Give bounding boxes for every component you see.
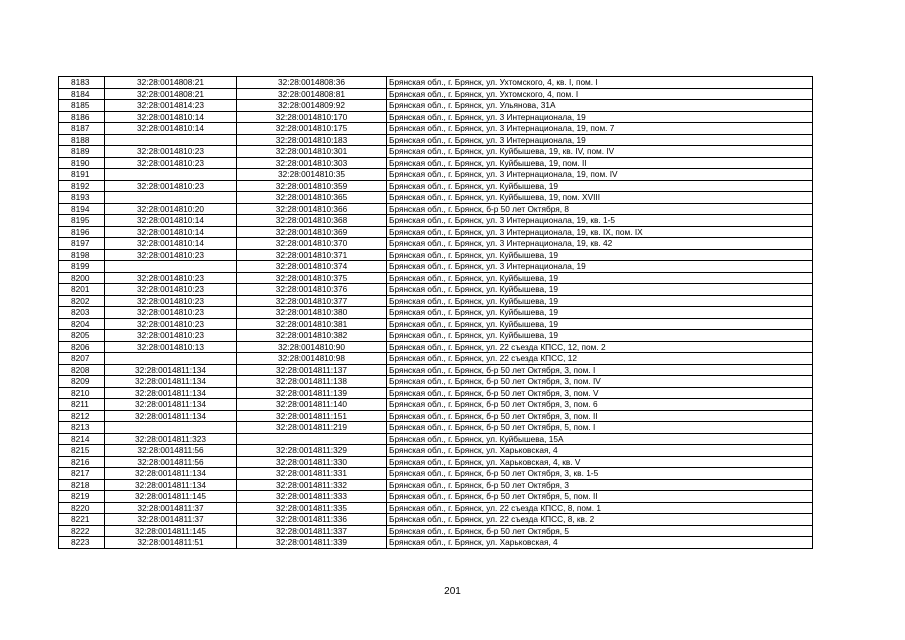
address-cell: Брянская обл., г. Брянск, ул. Ухтомского, 4, пом. I	[387, 88, 813, 100]
object-cadastral-number-cell: 32:28:0014810:380	[237, 307, 387, 319]
parcel-cadastral-number-cell: 32:28:0014810:23	[105, 318, 237, 330]
table-row	[59, 468, 813, 480]
row-number-cell: 8206	[59, 341, 105, 353]
object-cadastral-number-cell: 32:28:0014810:371	[237, 249, 387, 261]
table-row	[59, 215, 813, 227]
parcel-cadastral-number-cell: 32:28:0014808:21	[105, 77, 237, 89]
table-row	[59, 456, 813, 468]
object-cadastral-number-cell: 32:28:0014810:377	[237, 295, 387, 307]
parcel-cadastral-number-cell: 32:28:0014811:134	[105, 410, 237, 422]
table-row	[59, 445, 813, 457]
table-row	[59, 146, 813, 158]
parcel-cadastral-number-cell: 32:28:0014810:23	[105, 295, 237, 307]
row-number-cell: 8207	[59, 353, 105, 365]
table-row	[59, 318, 813, 330]
table-row	[59, 307, 813, 319]
row-number-cell: 8209	[59, 376, 105, 388]
address-cell: Брянская обл., г. Брянск, б-р 50 лет Октября, 3, пом. I	[387, 364, 813, 376]
address-cell: Брянская обл., г. Брянск, ул. Куйбышева, 19	[387, 272, 813, 284]
address-cell: Брянская обл., г. Брянск, б-р 50 лет Октября, 3	[387, 479, 813, 491]
object-cadastral-number-cell: 32:28:0014811:331	[237, 468, 387, 480]
address-cell: Брянская обл., г. Брянск, ул. Куйбышева, 19	[387, 318, 813, 330]
object-cadastral-number-cell: 32:28:0014810:301	[237, 146, 387, 158]
object-cadastral-number-cell: 32:28:0014811:330	[237, 456, 387, 468]
address-cell: Брянская обл., г. Брянск, ул. 3 Интернационала, 19	[387, 261, 813, 273]
table-row	[59, 192, 813, 204]
parcel-cadastral-number-cell: 32:28:0014810:23	[105, 180, 237, 192]
address-cell: Брянская обл., г. Брянск, ул. Харьковская, 4	[387, 537, 813, 549]
table-body	[59, 77, 813, 549]
address-cell: Брянская обл., г. Брянск, ул. Харьковская, 4, кв. V	[387, 456, 813, 468]
row-number-cell: 8196	[59, 226, 105, 238]
table-row	[59, 272, 813, 284]
object-cadastral-number-cell: 32:28:0014810:382	[237, 330, 387, 342]
row-number-cell: 8185	[59, 100, 105, 112]
row-number-cell: 8190	[59, 157, 105, 169]
table-row	[59, 330, 813, 342]
object-cadastral-number-cell: 32:28:0014810:370	[237, 238, 387, 250]
row-number-cell: 8187	[59, 123, 105, 135]
parcel-cadastral-number-cell: 32:28:0014810:14	[105, 238, 237, 250]
address-cell: Брянская обл., г. Брянск, ул. 22 съезда КПСС, 12, пом. 2	[387, 341, 813, 353]
object-cadastral-number-cell	[237, 433, 387, 445]
object-cadastral-number-cell: 32:28:0014810:175	[237, 123, 387, 135]
parcel-cadastral-number-cell: 32:28:0014811:56	[105, 456, 237, 468]
address-cell: Брянская обл., г. Брянск, б-р 50 лет Октября, 3, пом. IV	[387, 376, 813, 388]
table-row	[59, 261, 813, 273]
object-cadastral-number-cell: 32:28:0014810:375	[237, 272, 387, 284]
object-cadastral-number-cell: 32:28:0014811:332	[237, 479, 387, 491]
row-number-cell: 8199	[59, 261, 105, 273]
address-cell: Брянская обл., г. Брянск, ул. 3 Интернационала, 19, кв. IX, пом. IX	[387, 226, 813, 238]
object-cadastral-number-cell: 32:28:0014810:369	[237, 226, 387, 238]
parcel-cadastral-number-cell	[105, 134, 237, 146]
object-cadastral-number-cell: 32:28:0014809:92	[237, 100, 387, 112]
object-cadastral-number-cell: 32:28:0014810:183	[237, 134, 387, 146]
parcel-cadastral-number-cell: 32:28:0014810:23	[105, 307, 237, 319]
row-number-cell: 8215	[59, 445, 105, 457]
parcel-cadastral-number-cell	[105, 353, 237, 365]
parcel-cadastral-number-cell: 32:28:0014810:23	[105, 284, 237, 296]
address-cell: Брянская обл., г. Брянск, ул. 3 Интернационала, 19, кв. 1-5	[387, 215, 813, 227]
address-cell: Брянская обл., г. Брянск, ул. Куйбышева, 19	[387, 249, 813, 261]
address-cell: Брянская обл., г. Брянск, б-р 50 лет Октября, 5, пом. I	[387, 422, 813, 434]
object-cadastral-number-cell: 32:28:0014811:336	[237, 514, 387, 526]
parcel-cadastral-number-cell	[105, 192, 237, 204]
address-cell: Брянская обл., г. Брянск, б-р 50 лет Октября, 5, пом. II	[387, 491, 813, 503]
row-number-cell: 8184	[59, 88, 105, 100]
address-cell: Брянская обл., г. Брянск, ул. 3 Интернационала, 19	[387, 111, 813, 123]
object-cadastral-number-cell: 32:28:0014810:359	[237, 180, 387, 192]
object-cadastral-number-cell: 32:28:0014810:170	[237, 111, 387, 123]
address-cell: Брянская обл., г. Брянск, ул. Ульянова, 31А	[387, 100, 813, 112]
parcel-cadastral-number-cell: 32:28:0014810:23	[105, 330, 237, 342]
parcel-cadastral-number-cell: 32:28:0014810:20	[105, 203, 237, 215]
row-number-cell: 8183	[59, 77, 105, 89]
address-cell: Брянская обл., г. Брянск, ул. Куйбышева, 19, пом. XVIII	[387, 192, 813, 204]
address-cell: Брянская обл., г. Брянск, ул. Ухтомского, 4, кв. I, пом. I	[387, 77, 813, 89]
object-cadastral-number-cell: 32:28:0014811:151	[237, 410, 387, 422]
parcel-cadastral-number-cell: 32:28:0014810:14	[105, 111, 237, 123]
address-cell: Брянская обл., г. Брянск, ул. Куйбышева, 19	[387, 295, 813, 307]
address-cell: Брянская обл., г. Брянск, ул. 22 съезда КПСС, 8, кв. 2	[387, 514, 813, 526]
parcel-cadastral-number-cell: 32:28:0014811:134	[105, 479, 237, 491]
row-number-cell: 8186	[59, 111, 105, 123]
registry-table	[58, 76, 813, 549]
parcel-cadastral-number-cell	[105, 261, 237, 273]
address-cell: Брянская обл., г. Брянск, ул. Куйбышева, 19	[387, 307, 813, 319]
address-cell: Брянская обл., г. Брянск, б-р 50 лет Октября, 3, пом. V	[387, 387, 813, 399]
parcel-cadastral-number-cell: 32:28:0014811:134	[105, 399, 237, 411]
row-number-cell: 8201	[59, 284, 105, 296]
parcel-cadastral-number-cell: 32:28:0014811:323	[105, 433, 237, 445]
parcel-cadastral-number-cell	[105, 422, 237, 434]
table-row	[59, 399, 813, 411]
table-row	[59, 514, 813, 526]
row-number-cell: 8211	[59, 399, 105, 411]
object-cadastral-number-cell: 32:28:0014810:374	[237, 261, 387, 273]
row-number-cell: 8189	[59, 146, 105, 158]
address-cell: Брянская обл., г. Брянск, ул. 3 Интернационала, 19, пом. 7	[387, 123, 813, 135]
table-row	[59, 284, 813, 296]
table-row	[59, 502, 813, 514]
object-cadastral-number-cell: 32:28:0014808:36	[237, 77, 387, 89]
object-cadastral-number-cell: 32:28:0014808:81	[237, 88, 387, 100]
row-number-cell: 8192	[59, 180, 105, 192]
object-cadastral-number-cell: 32:28:0014811:139	[237, 387, 387, 399]
row-number-cell: 8198	[59, 249, 105, 261]
row-number-cell: 8213	[59, 422, 105, 434]
parcel-cadastral-number-cell	[105, 169, 237, 181]
row-number-cell: 8217	[59, 468, 105, 480]
table-row	[59, 123, 813, 135]
object-cadastral-number-cell: 32:28:0014810:365	[237, 192, 387, 204]
row-number-cell: 8210	[59, 387, 105, 399]
object-cadastral-number-cell: 32:28:0014811:337	[237, 525, 387, 537]
table-row	[59, 353, 813, 365]
table-row	[59, 238, 813, 250]
table-row	[59, 169, 813, 181]
row-number-cell: 8194	[59, 203, 105, 215]
table-row	[59, 134, 813, 146]
row-number-cell: 8214	[59, 433, 105, 445]
address-cell: Брянская обл., г. Брянск, б-р 50 лет Октября, 5	[387, 525, 813, 537]
object-cadastral-number-cell: 32:28:0014811:140	[237, 399, 387, 411]
object-cadastral-number-cell: 32:28:0014811:138	[237, 376, 387, 388]
object-cadastral-number-cell: 32:28:0014811:137	[237, 364, 387, 376]
table-row	[59, 100, 813, 112]
object-cadastral-number-cell: 32:28:0014810:381	[237, 318, 387, 330]
row-number-cell: 8221	[59, 514, 105, 526]
page-number: 201	[444, 586, 461, 597]
row-number-cell: 8212	[59, 410, 105, 422]
parcel-cadastral-number-cell: 32:28:0014810:23	[105, 157, 237, 169]
table-row	[59, 364, 813, 376]
table-row	[59, 387, 813, 399]
table-row	[59, 226, 813, 238]
address-cell: Брянская обл., г. Брянск, ул. Куйбышева, 19	[387, 180, 813, 192]
parcel-cadastral-number-cell: 32:28:0014811:145	[105, 525, 237, 537]
table-row	[59, 157, 813, 169]
object-cadastral-number-cell: 32:28:0014811:333	[237, 491, 387, 503]
row-number-cell: 8223	[59, 537, 105, 549]
row-number-cell: 8222	[59, 525, 105, 537]
row-number-cell: 8193	[59, 192, 105, 204]
row-number-cell: 8218	[59, 479, 105, 491]
address-cell: Брянская обл., г. Брянск, б-р 50 лет Октября, 3, пом. II	[387, 410, 813, 422]
table-row	[59, 410, 813, 422]
address-cell: Брянская обл., г. Брянск, ул. 22 съезда КПСС, 8, пом. 1	[387, 502, 813, 514]
table-row	[59, 295, 813, 307]
parcel-cadastral-number-cell: 32:28:0014811:145	[105, 491, 237, 503]
row-number-cell: 8200	[59, 272, 105, 284]
parcel-cadastral-number-cell: 32:28:0014811:134	[105, 376, 237, 388]
object-cadastral-number-cell: 32:28:0014810:98	[237, 353, 387, 365]
table-row	[59, 491, 813, 503]
object-cadastral-number-cell: 32:28:0014811:339	[237, 537, 387, 549]
address-cell: Брянская обл., г. Брянск, б-р 50 лет Октября, 8	[387, 203, 813, 215]
object-cadastral-number-cell: 32:28:0014810:376	[237, 284, 387, 296]
parcel-cadastral-number-cell: 32:28:0014811:37	[105, 502, 237, 514]
table-row	[59, 180, 813, 192]
row-number-cell: 8204	[59, 318, 105, 330]
address-cell: Брянская обл., г. Брянск, ул. 3 Интернационала, 19, кв. 42	[387, 238, 813, 250]
row-number-cell: 8188	[59, 134, 105, 146]
address-cell: Брянская обл., г. Брянск, ул. Куйбышева, 19	[387, 284, 813, 296]
row-number-cell: 8197	[59, 238, 105, 250]
parcel-cadastral-number-cell: 32:28:0014810:23	[105, 146, 237, 158]
parcel-cadastral-number-cell: 32:28:0014811:37	[105, 514, 237, 526]
object-cadastral-number-cell: 32:28:0014811:329	[237, 445, 387, 457]
row-number-cell: 8202	[59, 295, 105, 307]
address-cell: Брянская обл., г. Брянск, б-р 50 лет Октября, 3, кв. 1-5	[387, 468, 813, 480]
table-row	[59, 77, 813, 89]
parcel-cadastral-number-cell: 32:28:0014810:14	[105, 215, 237, 227]
parcel-cadastral-number-cell: 32:28:0014810:13	[105, 341, 237, 353]
table-row	[59, 341, 813, 353]
parcel-cadastral-number-cell: 32:28:0014810:23	[105, 272, 237, 284]
address-cell: Брянская обл., г. Брянск, ул. 22 съезда КПСС, 12	[387, 353, 813, 365]
address-cell: Брянская обл., г. Брянск, ул. 3 Интернационала, 19	[387, 134, 813, 146]
object-cadastral-number-cell: 32:28:0014810:35	[237, 169, 387, 181]
address-cell: Брянская обл., г. Брянск, ул. Куйбышева, 19, пом. II	[387, 157, 813, 169]
parcel-cadastral-number-cell: 32:28:0014811:51	[105, 537, 237, 549]
table-row	[59, 433, 813, 445]
object-cadastral-number-cell: 32:28:0014810:366	[237, 203, 387, 215]
address-cell: Брянская обл., г. Брянск, ул. Куйбышева, 15А	[387, 433, 813, 445]
object-cadastral-number-cell: 32:28:0014811:335	[237, 502, 387, 514]
object-cadastral-number-cell: 32:28:0014811:219	[237, 422, 387, 434]
object-cadastral-number-cell: 32:28:0014810:303	[237, 157, 387, 169]
parcel-cadastral-number-cell: 32:28:0014811:134	[105, 387, 237, 399]
table-row	[59, 376, 813, 388]
parcel-cadastral-number-cell: 32:28:0014811:56	[105, 445, 237, 457]
parcel-cadastral-number-cell: 32:28:0014810:23	[105, 249, 237, 261]
row-number-cell: 8219	[59, 491, 105, 503]
row-number-cell: 8191	[59, 169, 105, 181]
address-cell: Брянская обл., г. Брянск, ул. Харьковская, 4	[387, 445, 813, 457]
table-row	[59, 537, 813, 549]
table-row	[59, 88, 813, 100]
parcel-cadastral-number-cell: 32:28:0014811:134	[105, 364, 237, 376]
address-cell: Брянская обл., г. Брянск, ул. Куйбышева, 19	[387, 330, 813, 342]
row-number-cell: 8216	[59, 456, 105, 468]
table-row	[59, 111, 813, 123]
table-row	[59, 422, 813, 434]
parcel-cadastral-number-cell: 32:28:0014810:14	[105, 123, 237, 135]
object-cadastral-number-cell: 32:28:0014810:368	[237, 215, 387, 227]
object-cadastral-number-cell: 32:28:0014810:90	[237, 341, 387, 353]
address-cell: Брянская обл., г. Брянск, ул. Куйбышева, 19, кв. IV, пом. IV	[387, 146, 813, 158]
parcel-cadastral-number-cell: 32:28:0014814:23	[105, 100, 237, 112]
table-row	[59, 525, 813, 537]
row-number-cell: 8205	[59, 330, 105, 342]
row-number-cell: 8203	[59, 307, 105, 319]
parcel-cadastral-number-cell: 32:28:0014811:134	[105, 468, 237, 480]
row-number-cell: 8220	[59, 502, 105, 514]
row-number-cell: 8195	[59, 215, 105, 227]
row-number-cell: 8208	[59, 364, 105, 376]
table-row	[59, 479, 813, 491]
table-row	[59, 203, 813, 215]
address-cell: Брянская обл., г. Брянск, ул. 3 Интернационала, 19, пом. IV	[387, 169, 813, 181]
parcel-cadastral-number-cell: 32:28:0014808:21	[105, 88, 237, 100]
parcel-cadastral-number-cell: 32:28:0014810:14	[105, 226, 237, 238]
address-cell: Брянская обл., г. Брянск, б-р 50 лет Октября, 3, пом. 6	[387, 399, 813, 411]
table-row	[59, 249, 813, 261]
